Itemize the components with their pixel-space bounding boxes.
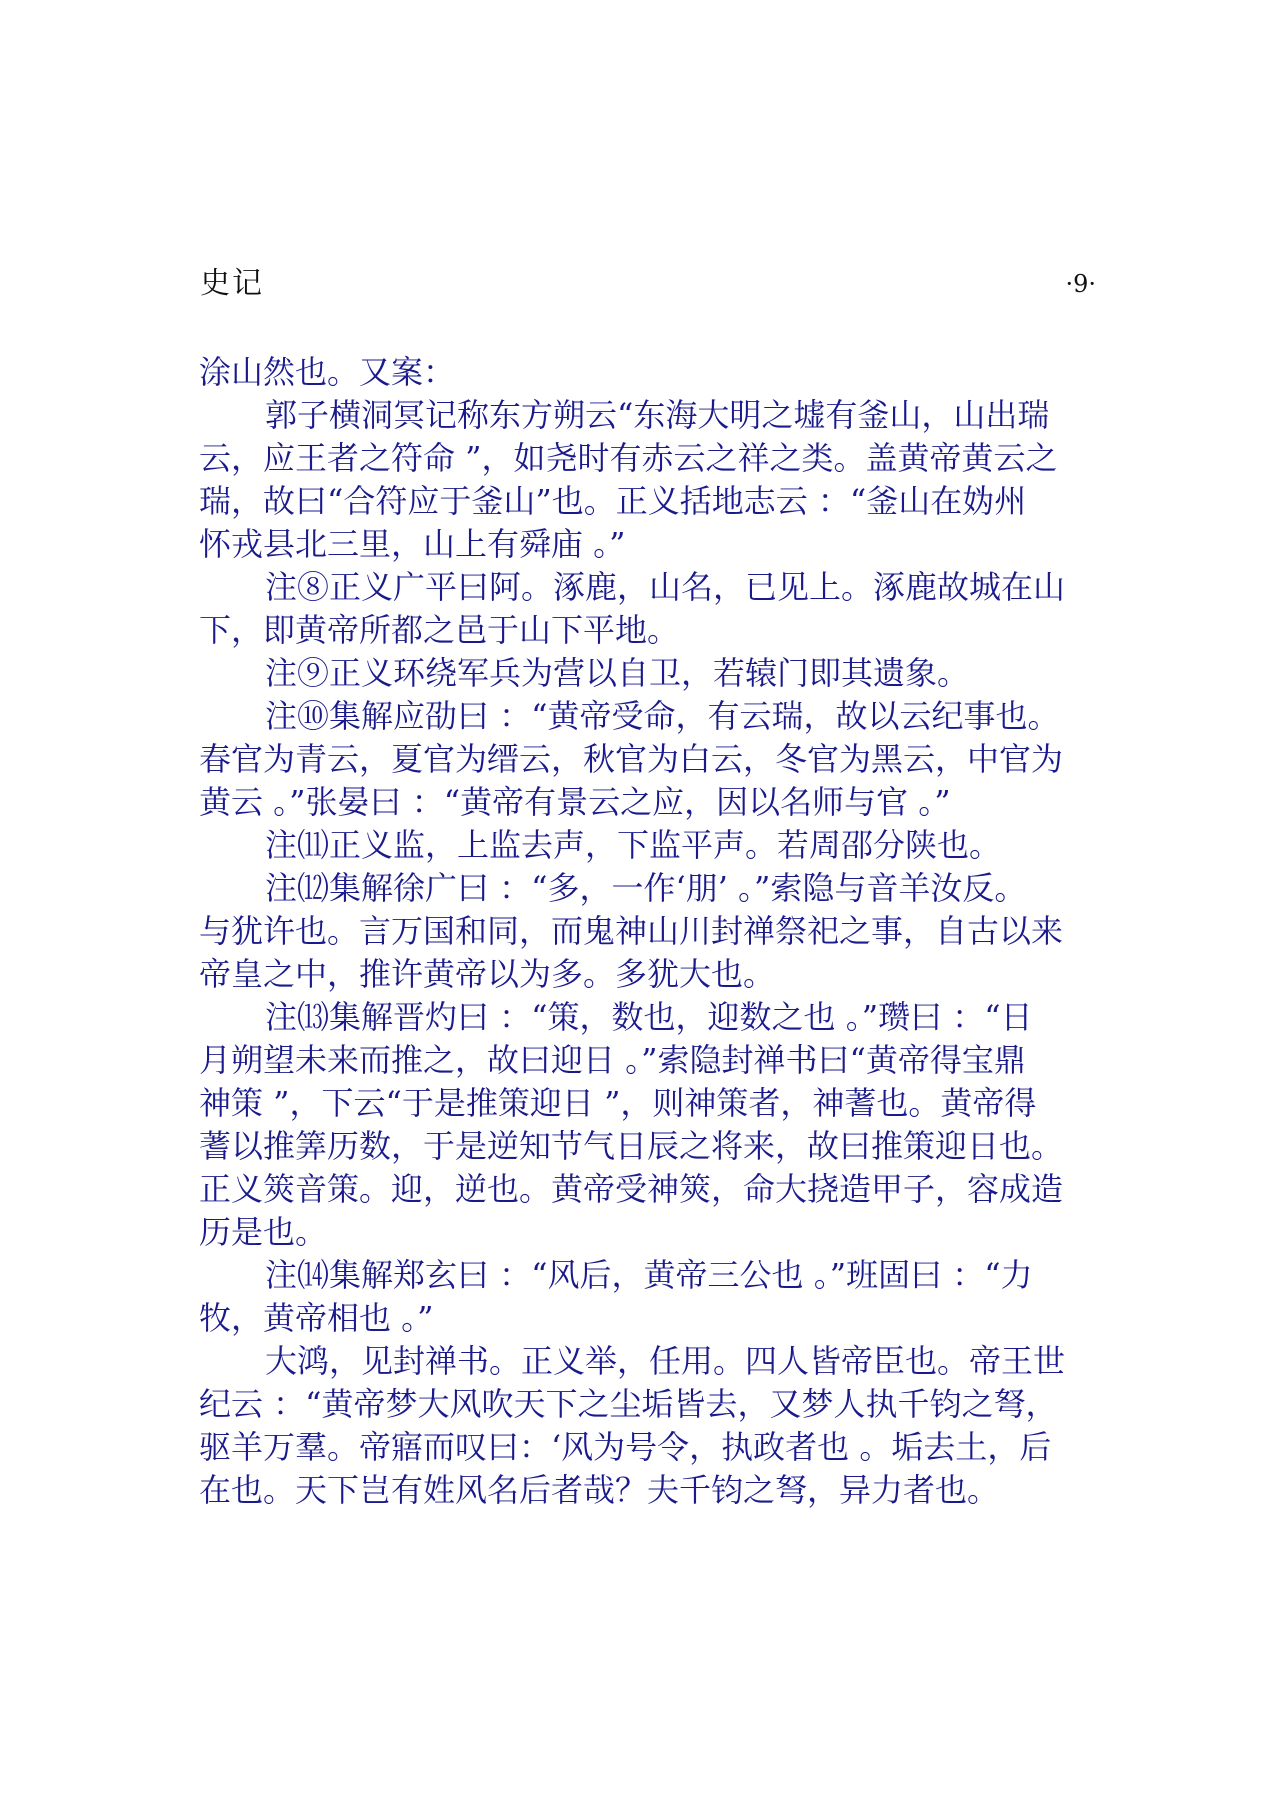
text-line: 怀戎县北三里，山上有舜庙 。” [199, 525, 626, 563]
text-line: 下，即黄帝所都之邑于山下平地。 [199, 611, 680, 649]
text-line: 春官为青云，夏官为缙云，秋官为白云，冬官为黑云，中官为 [199, 740, 1064, 778]
text-line: 历是也。 [199, 1213, 328, 1251]
text-line: 瑞，故曰“合符应于釜山”也。正义括地志云 ：“釜山在妫州 [199, 482, 1027, 520]
commentary-text [199, 351, 1129, 1512]
text-line: 注⒀集解晋灼曰 ：“策，数也，迎数之也 。”瓒曰 ：“日 [265, 998, 1033, 1036]
text-line: 大鸿，见封禅书。正义举，任用。四人皆帝臣也。帝王世 [265, 1342, 1066, 1380]
text-line: 牧，黄帝相也 。” [199, 1299, 434, 1337]
text-line: 注⑿集解徐广曰 ：“多，一作‘朋’ 。”索隐与音羊汝反。 [265, 869, 1027, 907]
text-line: 神策 ”，下云“于是推策迎日 ”，则神策者，神蓍也。黄帝得 [199, 1084, 1037, 1122]
text-line: 驱羊万羣。帝寤而叹曰：‘风为号令，执政者也 。垢去土，后 [199, 1428, 1052, 1466]
text-line: 注⑨正义环绕军兵为营以自卫，若辕门即其遗象。 [265, 654, 970, 692]
text-line: 月朔望未来而推之，故曰迎日 。”索隐封禅书曰“黄帝得宝鼎 [199, 1041, 1026, 1079]
text-line: 正义筴音策。迎，逆也。黄帝受神筴，命大挠造甲子，容成造 [199, 1170, 1064, 1208]
text-line: 纪云 ：“黄帝梦大风吹天下之尘垢皆去，又梦人执千钧之弩， [199, 1385, 1058, 1423]
text-line: 注⒁集解郑玄曰 ：“风后，黄帝三公也 。”班固曰 ：“力 [265, 1256, 1033, 1294]
text-line: 在也。天下岂有姓风名后者哉？夫千钧之弩，异力者也。 [199, 1471, 1000, 1509]
text-line: 注⑧正义广平曰阿。涿鹿，山名，已见上。涿鹿故城在山 [265, 568, 1066, 606]
text-line: 注⑾正义监，上监去声，下监平声。若周邵分陕也。 [265, 826, 1002, 864]
text-line: 帝皇之中，推许黄帝以为多。多犹大也。 [199, 955, 776, 993]
text-line: 云，应王者之符命 ”，如尧时有赤云之祥之类。盖黄帝黄云之 [199, 439, 1058, 477]
book-title: 史记 [200, 266, 264, 301]
text-line: 郭子横洞冥记称东方朔云“东海大明之墟有釜山，山出瑞 [265, 396, 1050, 434]
running-header [200, 262, 1096, 306]
text-line: 与犹许也。言万国和同，而鬼神山川封禅祭祀之事，自古以来 [199, 912, 1064, 950]
text-line: 注⑩集解应劭曰 ：“黄帝受命，有云瑞，故以云纪事也。 [265, 697, 1060, 735]
text-line: 蓍以推筭历数，于是逆知节气日辰之将来，故曰推策迎日也。 [199, 1127, 1064, 1165]
text-line: 涂山然也。又案： [199, 353, 456, 391]
page-number: ·9· [1065, 270, 1096, 298]
text-line: 黄云 。”张晏曰 ：“黄帝有景云之应，因以名师与官 。” [199, 783, 951, 821]
